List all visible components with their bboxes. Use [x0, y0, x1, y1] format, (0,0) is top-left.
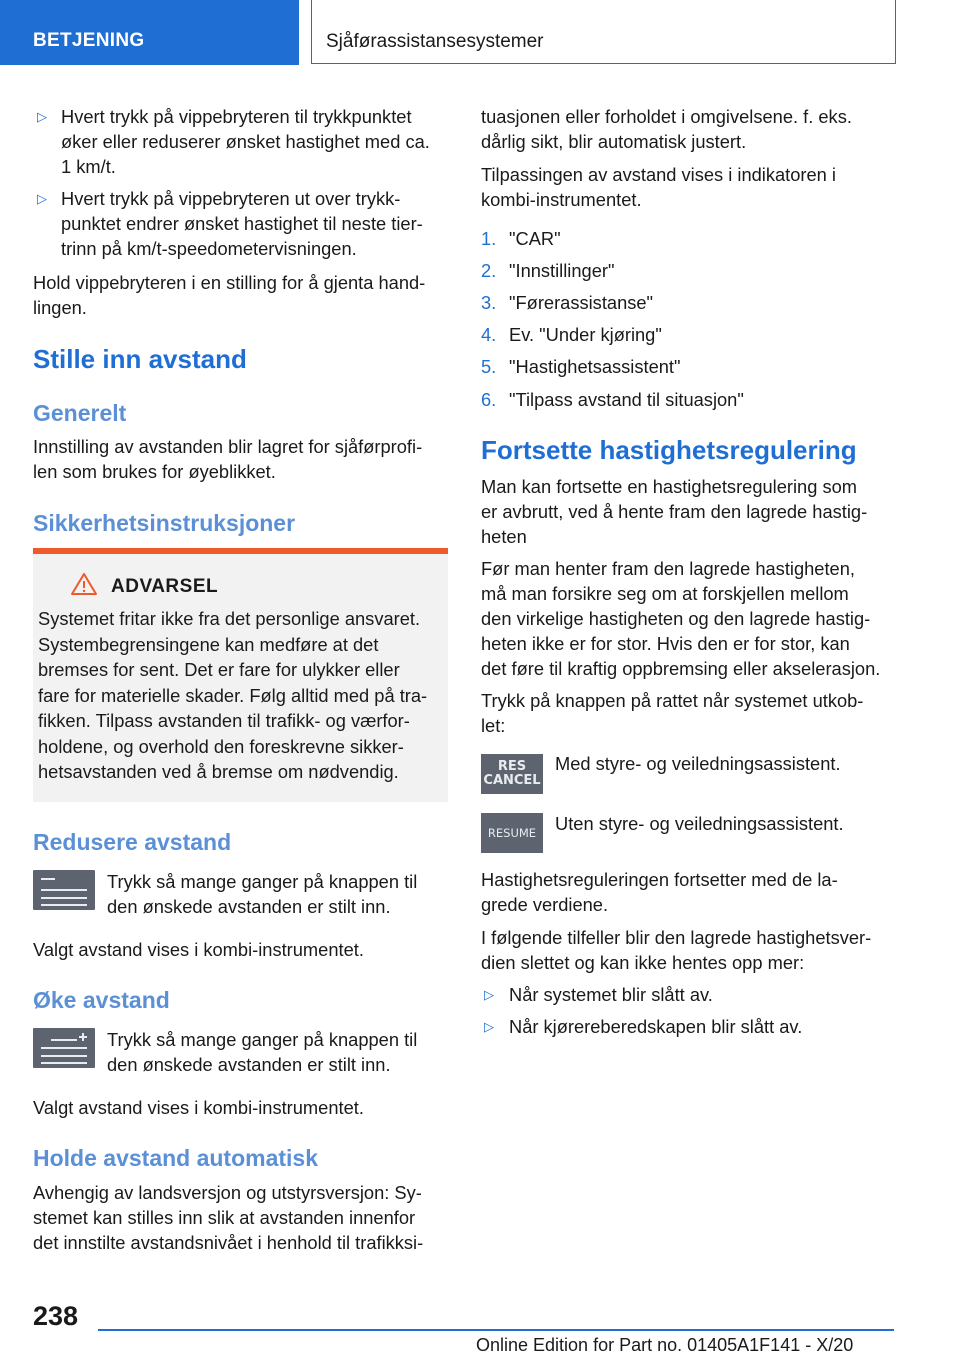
list-item-line: øker eller reduserer ønsket hastighet med ca.: [61, 131, 430, 152]
step-text: "CAR": [509, 228, 561, 249]
heading-sikkerhetsinstruksjoner: Sikkerhetsinstruksjoner: [33, 510, 296, 536]
paragraph: Valgt avstand vises i kombi-instrumentet.: [33, 939, 364, 960]
step-text: "Hastighetsassistent": [509, 356, 681, 377]
bullet-marker-icon: ▷: [484, 987, 494, 1002]
paragraph-line: stemet kan stilles inn slik at avstanden innenfor: [33, 1207, 416, 1228]
heading-generelt: Generelt: [33, 400, 127, 426]
step-number: 6.: [481, 389, 497, 410]
paragraph-line: Hastighetsreguleringen fortsetter med de la-: [481, 869, 838, 890]
section-title: BETJENING: [33, 30, 145, 51]
warning-line: bremses for sent. Det er fare for ulykker eller: [38, 659, 400, 680]
list-item-line: Hvert trykk på vippebryteren ut over trykk-: [61, 188, 401, 209]
paragraph: [481, 867, 896, 917]
chapter-title: Sjåførassistansesystemer: [326, 31, 544, 52]
res-label: RES: [497, 759, 527, 774]
step-number: 4.: [481, 324, 497, 345]
paragraph: [33, 434, 453, 484]
resume-button-icon: [481, 813, 543, 853]
paragraph-line: Avhengig av landsversjon og utstyrsversjon: Sy-: [33, 1182, 422, 1203]
paragraph: Valgt avstand vises i kombi-instrumentet.: [33, 1097, 364, 1118]
paragraph-line: Trykk så mange ganger på knappen til: [107, 871, 418, 892]
heading-fortsette-hastighetsregulering: Fortsette hastighetsregulering: [481, 435, 857, 465]
list-item: [61, 186, 451, 261]
paragraph-line: heten: [481, 526, 527, 547]
paragraph-line: den ønskede avstanden er stilt inn.: [107, 896, 391, 917]
step-number: 3.: [481, 292, 497, 313]
paragraph-line: Tilpassingen av avstand vises i indikatoren i: [481, 164, 836, 185]
paragraph-line: det innstilte avstandsnivået i henhold til trafikksi-: [33, 1232, 424, 1253]
paragraph-line: kombi-instrumentet.: [481, 189, 642, 210]
chapter-tab: [311, 0, 896, 64]
paragraph: [481, 162, 896, 212]
paragraph: Uten styre- og veiledningsassistent.: [555, 813, 844, 834]
warning-line: hetsavstanden ved å bremse om nødvendig.: [38, 761, 399, 782]
warning-title: ADVARSEL: [111, 576, 219, 597]
paragraph: [107, 869, 447, 919]
page-number: 238: [33, 1301, 79, 1331]
warning-line: fikken. Tilpass avstanden til trafikk- og værfor-: [38, 710, 410, 731]
footer-edition: Online Edition for Part no. 01405A1F141 - X/20: [476, 1335, 854, 1355]
bullet-marker-icon: ▷: [37, 109, 47, 124]
paragraph-line: Trykk så mange ganger på knappen til: [107, 1029, 418, 1050]
paragraph: [481, 925, 896, 975]
bullet-marker-icon: ▷: [37, 191, 47, 206]
warning-line: fare for materielle skader. Følg alltid med på tra-: [38, 684, 428, 706]
res-cancel-button-icon: [481, 754, 543, 794]
resume-label: RESUME: [487, 826, 537, 840]
warning-line: Systemet fritar ikke fra det personlige ansvaret.: [38, 608, 421, 629]
list-item: [61, 104, 451, 179]
warning-bar: [33, 548, 448, 554]
section-tab: [0, 0, 299, 65]
paragraph: [107, 1027, 447, 1077]
cancel-label: CANCEL: [483, 773, 541, 788]
paragraph: [481, 556, 896, 681]
paragraph-line: heten ikke er for stor. Hvis den er for stor, kan: [481, 633, 850, 654]
paragraph-line: grede verdiene.: [481, 894, 609, 915]
list-item-line: trinn på km/t-speedometervisningen.: [61, 238, 357, 259]
step-text: "Tilpass avstand til situasjon": [509, 389, 744, 410]
list-item-line: 1 km/t.: [61, 156, 116, 177]
paragraph-line: let:: [481, 715, 506, 736]
paragraph-line: len som brukes for øyeblikket.: [33, 461, 276, 482]
warning-text: [38, 606, 448, 785]
paragraph-line: den virkelige hastigheten og den lagrede hastig-: [481, 608, 871, 629]
paragraph-line: er avbrutt, ved å hente fram den lagrede hastig-: [481, 501, 868, 522]
paragraph-line: må man forsikre seg om at forskjellen mellom: [481, 583, 849, 604]
step-number: 2.: [481, 260, 497, 281]
paragraph-line: Innstilling av avstanden blir lagret for sjåførprofi-: [33, 436, 423, 457]
list-item-line: punktet endrer ønsket hastighet til neste tier-: [61, 213, 423, 234]
heading-holde-avstand-automatisk: Holde avstand automatisk: [33, 1145, 319, 1171]
warning-box: [33, 548, 448, 802]
paragraph-line: Man kan fortsette en hastighetsregulering som: [481, 476, 857, 497]
paragraph-line: dien slettet og kan ikke hentes opp mer:: [481, 952, 805, 973]
step-text: "Førerassistanse": [509, 292, 654, 313]
paragraph-line: det føre til kraftig oppbremsing eller akselerasjon.: [481, 658, 881, 679]
bullet-marker-icon: ▷: [484, 1019, 494, 1034]
heading-oke-avstand: Øke avstand: [33, 987, 170, 1013]
paragraph-line: Hold vippebryteren i en stilling for å gjenta hand-: [33, 272, 426, 293]
list-item: Når systemet blir slått av.: [509, 984, 713, 1005]
paragraph-line: lingen.: [33, 297, 87, 318]
warning-line: holdene, og overhold den foreskrevne sikker-: [38, 735, 404, 757]
paragraph-line: tuasjonen eller forholdet i omgivelsene. f. eks.: [481, 106, 852, 127]
paragraph-line: I følgende tilfeller blir den lagrede hastighetsver-: [481, 927, 872, 948]
paragraph: [481, 688, 896, 738]
paragraph: [481, 474, 896, 549]
step-text: Ev. "Under kjøring": [509, 324, 662, 345]
step-number: 5.: [481, 356, 497, 377]
paragraph-line: Før man henter fram den lagrede hastigheten,: [481, 558, 855, 579]
heading-redusere-avstand: Redusere avstand: [33, 829, 232, 855]
paragraph: Med styre- og veiledningsassistent.: [555, 753, 841, 774]
paragraph-line: Trykk på knappen på rattet når systemet utkob-: [481, 690, 864, 711]
heading-stille-inn-avstand: Stille inn avstand: [33, 344, 247, 374]
list-item-line: Hvert trykk på vippebryteren til trykkpunktet: [61, 106, 412, 127]
distance-decrease-button-icon: [33, 870, 95, 910]
paragraph: [33, 1180, 453, 1255]
footer-rule: [98, 1329, 894, 1331]
step-number: 1.: [481, 228, 497, 249]
warning-line: Systembegrensingene kan medføre at det: [38, 633, 379, 655]
paragraph: [481, 104, 896, 154]
paragraph-line: den ønskede avstanden er stilt inn.: [107, 1054, 391, 1075]
distance-increase-button-icon: [33, 1028, 95, 1068]
warning-triangle-icon: [70, 572, 98, 596]
list-item: Når kjørereberedskapen blir slått av.: [509, 1016, 803, 1037]
paragraph-line: dårlig sikt, blir automatisk justert.: [481, 131, 747, 152]
step-text: "Innstillinger": [509, 260, 615, 281]
paragraph: [33, 270, 453, 320]
